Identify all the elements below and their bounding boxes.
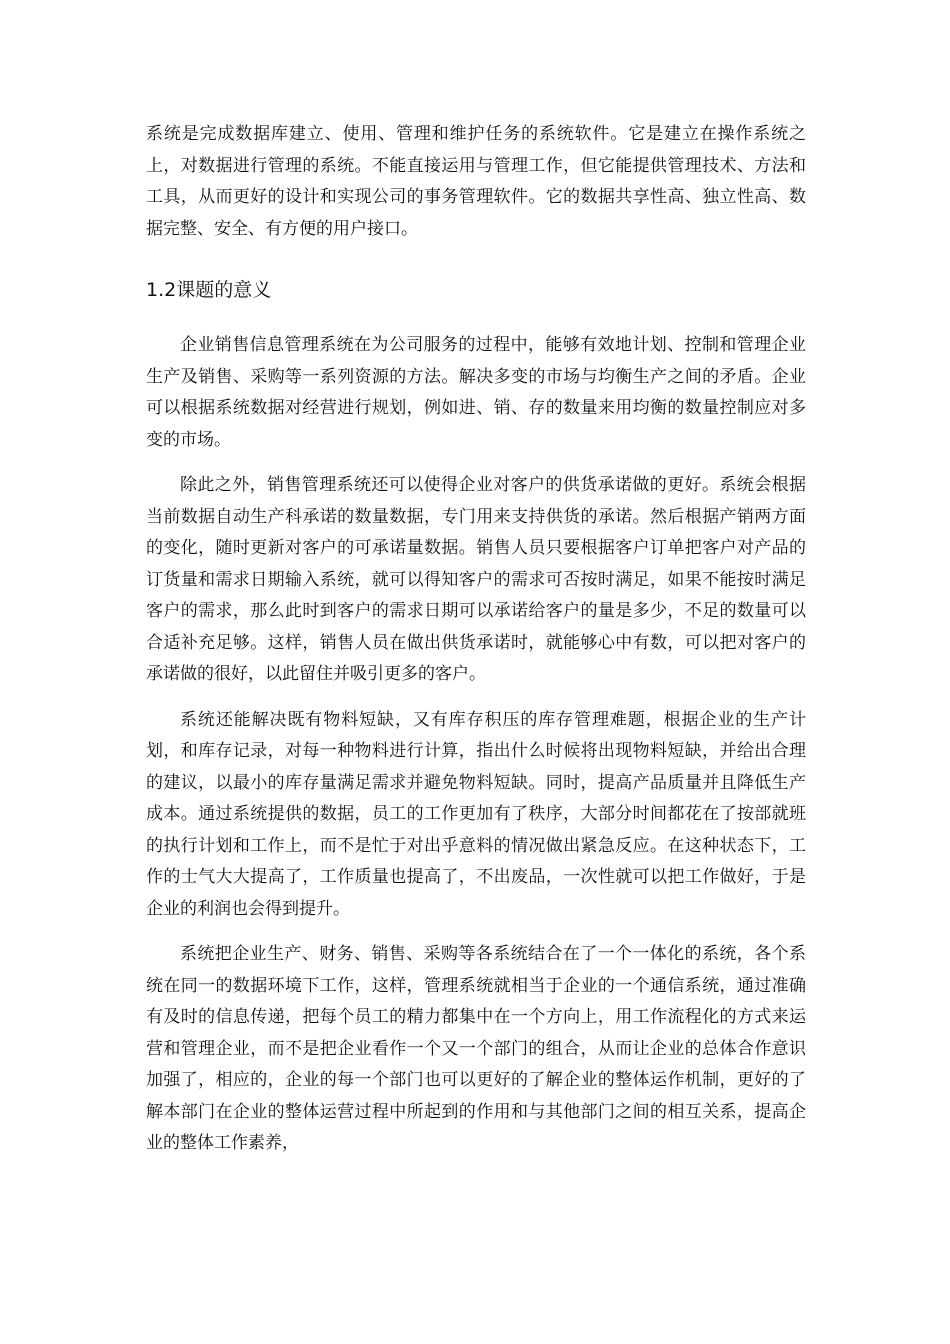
section-heading: 1.2课题的意义 bbox=[146, 279, 272, 301]
paragraph-significance-2: 除此之外，销售管理系统还可以使得企业对客户的供货承诺做的更好。系统会根据当前数据自动生产科承诺的数量数据，专门用来支持供货的承诺。然后根据产销两方面的变化，随时更新对客户的可承诺量数据。销售人员只要根据客户订单把客户对产品的订货量和需求日期输入系统，就可以得知客户的需求可否按时满足，如果不能按时满足客户的需求，那么此时到客户的需求日期可以承诺给客户的量是多少，不足的数量可以合适补充足够。这样，销售人员在做出供货承诺时，就能够心中有数，可以把对客户的承诺做的很好，以此留住并吸引更多的客户。 bbox=[146, 475, 806, 684]
paragraph-significance-3: 系统还能解决既有物料短缺，又有库存积压的库存管理难题，根据企业的生产计划，和库存记录，对每一种物料进行计算，指出什么时候将出现物料短缺，并给出合理的建议，以最小的库存量满足需求并避免物料短缺。同时，提高产品质量并且降低生产成本。通过系统提供的数据，员工的工作更加有了秩序，大部分时间都花在了按部就班的执行计划和工作上，而不是忙于对出乎意料的情况做出紧急反应。在这种状态下，工作的士气大大提高了，工作质量也提高了，不出废品，一次性就可以把工作做好，于是企业的利润也会得到提升。 bbox=[146, 709, 806, 919]
paragraph-significance-1: 企业销售信息管理系统在为公司服务的过程中，能够有效地计划、控制和管理企业生产及销售、采购等一系列资源的方法。解决多变的市场与均衡生产之间的矛盾。企业可以根据系统数据对经营进行规划，例如进、销、存的数量来用均衡的数量控制应对多变的市场。 bbox=[146, 335, 806, 450]
paragraph-intro-continuation: 系统是完成数据库建立、使用、管理和维护任务的系统软件。它是建立在操作系统之上，对数据进行管理的系统。不能直接运用与管理工作，但它能提供管理技术、方法和工具，从而更好的设计和实现公司的事务管理软件。它的数据共享性高、独立性高、数据完整、安全、有方便的用户接口。 bbox=[146, 124, 806, 239]
document-body bbox=[146, 119, 806, 1160]
paragraph-significance-4: 系统把企业生产、财务、销售、采购等各系统结合在了一个一体化的系统，各个系统在同一的数据环境下工作，这样，管理系统就相当于企业的一个通信系统，通过准确有及时的信息传递，把每个员工的精力都集中在一个方向上，用工作流程化的方式来运营和管理企业，而不是把企业看作一个又一个部门的组合，从而让企业的总体合作意识加强了，相应的，企业的每一个部门也可以更好的了解企业的整体运作机制，更好的了解本部门在企业的整体运营过程中所起到的作用和与其他部门之间的相互关系，提高企业的整体工作素养， bbox=[146, 944, 806, 1153]
